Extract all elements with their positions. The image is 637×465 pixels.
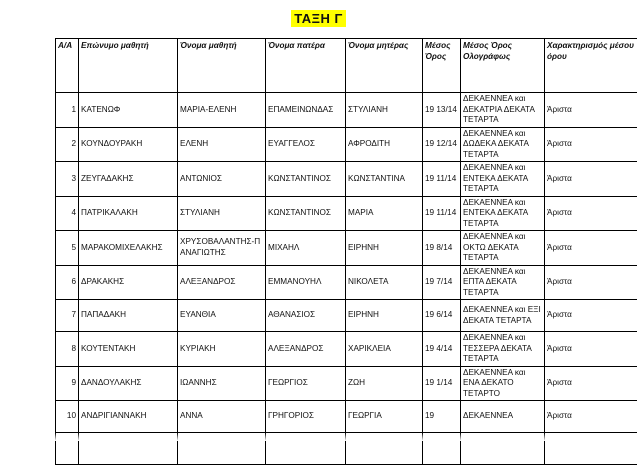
cell-characterization: Άριστα	[545, 366, 637, 401]
cell-characterization: Άριστα	[545, 332, 637, 367]
cell-mother: ΕΙΡΗΝΗ	[346, 231, 423, 266]
cell-mother: ΑΦΡΟΔΙΤΗ	[346, 127, 423, 162]
cell-aa: 8	[56, 332, 79, 367]
cell-average: 19 7/14	[423, 265, 461, 300]
cell-characterization: Άριστα	[545, 127, 637, 162]
cell-mother: ΖΩΗ	[346, 366, 423, 401]
cell-first-name: ΑΝΤΩΝΙΟΣ	[178, 162, 266, 197]
table-row	[56, 300, 637, 332]
cell-father: ΕΥΑΓΓΕΛΟΣ	[266, 127, 346, 162]
cell-first-name: ΜΑΡΙΑ-ΕΛΕΝΗ	[178, 93, 266, 128]
cell-father: ΚΩΝΣΤΑΝΤΙΝΟΣ	[266, 196, 346, 231]
cell-average-words: ΔΕΚΑΕΝΝΕΑ και ΕΝΤΕΚΑ ΔΕΚΑΤΑ ΤΕΤΑΡΤΑ	[461, 196, 545, 231]
cell-average: 19 11/14	[423, 162, 461, 197]
page-title: ΤΑΞΗ Γ	[291, 10, 346, 27]
cell-characterization: Άριστα	[545, 265, 637, 300]
cell-average-words: ΔΕΚΑΕΝΝΕΑ και ΕΞΙ ΔΕΚΑΤΑ ΤΕΤΑΡΤΑ	[461, 300, 545, 332]
header-characterization: Χαρακτηρισμός μέσου όρου	[545, 39, 637, 93]
cell-surname: ΚΟΥΝΔΟΥΡΑΚΗ	[79, 127, 178, 162]
cell-father: ΑΛΕΞΑΝΔΡΟΣ	[266, 332, 346, 367]
cell-average: 19 13/14	[423, 93, 461, 128]
cell-characterization: Άριστα	[545, 401, 637, 433]
table-row	[56, 93, 637, 128]
cell-aa: 1	[56, 93, 79, 128]
cell-father: ΓΡΗΓΟΡΙΟΣ	[266, 401, 346, 433]
cell-father: ΚΩΝΣΤΑΝΤΙΝΟΣ	[266, 162, 346, 197]
cell-average-words: ΔΕΚΑΕΝΝΕΑ και ΟΚΤΩ ΔΕΚΑΤΑ ΤΕΤΑΡΤΑ	[461, 231, 545, 266]
cell-average: 19 11/14	[423, 196, 461, 231]
cell-average-words: ΔΕΚΑΕΝΝΕΑ και ΔΩΔΕΚΑ ΔΕΚΑΤΑ ΤΕΤΑΡΤΑ	[461, 127, 545, 162]
cell-first-name: ΧΡΥΣΟΒΑΛΑΝΤΗΣ-Π ΑΝΑΓΙΩΤΗΣ	[178, 231, 266, 266]
cell-first-name: ΑΝΝΑ	[178, 401, 266, 433]
table-row	[56, 162, 637, 197]
table-row	[56, 332, 637, 367]
cell-mother: ΕΙΡΗΝΗ	[346, 300, 423, 332]
cell-average: 19 12/14	[423, 127, 461, 162]
cell-mother: ΜΑΡΙΑ	[346, 196, 423, 231]
header-father: Όνομα πατέρα	[266, 39, 346, 93]
cell-first-name: ΣΤΥΛΙΑΝΗ	[178, 196, 266, 231]
cell-surname: ΜΑΡΑΚΟΜΙΧΕΛΑΚΗΣ	[79, 231, 178, 266]
cell-aa: 5	[56, 231, 79, 266]
cell-father: ΕΠΑΜΕΙΝΩΝΔΑΣ	[266, 93, 346, 128]
cell-average-words: ΔΕΚΑΕΝΝΕΑ και ΔΕΚΑΤΡΙΑ ΔΕΚΑΤΑ ΤΕΤΑΡΤΑ	[461, 93, 545, 128]
header-mother: Όνομα μητέρας	[346, 39, 423, 93]
cell-first-name: ΙΩΑΝΝΗΣ	[178, 366, 266, 401]
cell-characterization: Άριστα	[545, 162, 637, 197]
cell-father: ΕΜΜΑΝΟΥΗΛ	[266, 265, 346, 300]
table-row	[56, 196, 637, 231]
cell-surname: ΠΑΠΑΔΑΚΗ	[79, 300, 178, 332]
cell-surname: ΚΟΥΤΕΝΤΑΚΗ	[79, 332, 178, 367]
cell-surname: ΖΕΥΓΑΔΑΚΗΣ	[79, 162, 178, 197]
cell-father: ΜΙΧΑΗΛ	[266, 231, 346, 266]
header-first-name: Όνομα μαθητή	[178, 39, 266, 93]
cell-average: 19 6/14	[423, 300, 461, 332]
cell-average: 19 4/14	[423, 332, 461, 367]
grades-table	[55, 38, 637, 465]
bottom-fade	[0, 433, 637, 441]
header-average-words: Μέσος Όρος Ολογράφως	[461, 39, 545, 93]
cell-first-name: ΑΛΕΞΑΝΔΡΟΣ	[178, 265, 266, 300]
cell-mother: ΓΕΩΡΓΙΑ	[346, 401, 423, 433]
cell-aa: 6	[56, 265, 79, 300]
cell-aa: 10	[56, 401, 79, 433]
cell-average-words: ΔΕΚΑΕΝΝΕΑ και ΕΝΑ ΔΕΚΑΤΟ ΤΕΤΑΡΤΟ	[461, 366, 545, 401]
cell-average: 19 8/14	[423, 231, 461, 266]
cell-characterization: Άριστα	[545, 93, 637, 128]
cell-average-words: ΔΕΚΑΕΝΝΕΑ και ΤΕΣΣΕΡΑ ΔΕΚΑΤΑ ΤΕΤΑΡΤΑ	[461, 332, 545, 367]
cell-characterization: Άριστα	[545, 231, 637, 266]
cell-first-name: ΚΥΡΙΑΚΗ	[178, 332, 266, 367]
cell-first-name: ΕΛΕΝΗ	[178, 127, 266, 162]
table-row	[56, 401, 637, 433]
cell-father: ΑΘΑΝΑΣΙΟΣ	[266, 300, 346, 332]
cell-mother: ΧΑΡΙΚΛΕΙΑ	[346, 332, 423, 367]
cell-surname: ΠΑΤΡΙΚΑΛΑΚΗ	[79, 196, 178, 231]
header-surname: Επώνυμο μαθητή	[79, 39, 178, 93]
cell-aa: 9	[56, 366, 79, 401]
cell-average: 19	[423, 401, 461, 433]
table-body	[56, 93, 637, 465]
cell-mother: ΚΩΝΣΤΑΝΤΙΝΑ	[346, 162, 423, 197]
cell-surname: ΔΑΝΔΟΥΛΑΚΗΣ	[79, 366, 178, 401]
cell-average-words: ΔΕΚΑΕΝΝΕΑ και ΕΠΤΑ ΔΕΚΑΤΑ ΤΕΤΑΡΤΑ	[461, 265, 545, 300]
table-row	[56, 366, 637, 401]
table-row	[56, 231, 637, 266]
cell-aa: 3	[56, 162, 79, 197]
header-average: Μέσος Όρος	[423, 39, 461, 93]
cell-average-words: ΔΕΚΑΕΝΝΕΑ και ΕΝΤΕΚΑ ΔΕΚΑΤΑ ΤΕΤΑΡΤΑ	[461, 162, 545, 197]
cell-surname: ΑΝΔΡΙΓΙΑΝΝΑΚΗ	[79, 401, 178, 433]
cell-average: 19 1/14	[423, 366, 461, 401]
cell-aa: 7	[56, 300, 79, 332]
cell-surname: ΚΑΤΕΝΩΦ	[79, 93, 178, 128]
cell-mother: ΣΤΥΛΙΑΝΗ	[346, 93, 423, 128]
table-row	[56, 265, 637, 300]
cell-aa: 2	[56, 127, 79, 162]
cell-first-name: ΕΥΑΝΘΙΑ	[178, 300, 266, 332]
cell-mother: ΝΙΚΟΛΕΤΑ	[346, 265, 423, 300]
cell-aa: 4	[56, 196, 79, 231]
table-row	[56, 127, 637, 162]
cell-characterization: Άριστα	[545, 300, 637, 332]
header-row	[56, 39, 637, 93]
cell-surname: ΔΡΑΚΑΚΗΣ	[79, 265, 178, 300]
cell-father: ΓΕΩΡΓΙΟΣ	[266, 366, 346, 401]
header-aa: Α/Α	[56, 39, 79, 93]
cell-characterization: Άριστα	[545, 196, 637, 231]
title-container	[0, 10, 637, 28]
cell-average-words: ΔΕΚΑΕΝΝΕΑ	[461, 401, 545, 433]
